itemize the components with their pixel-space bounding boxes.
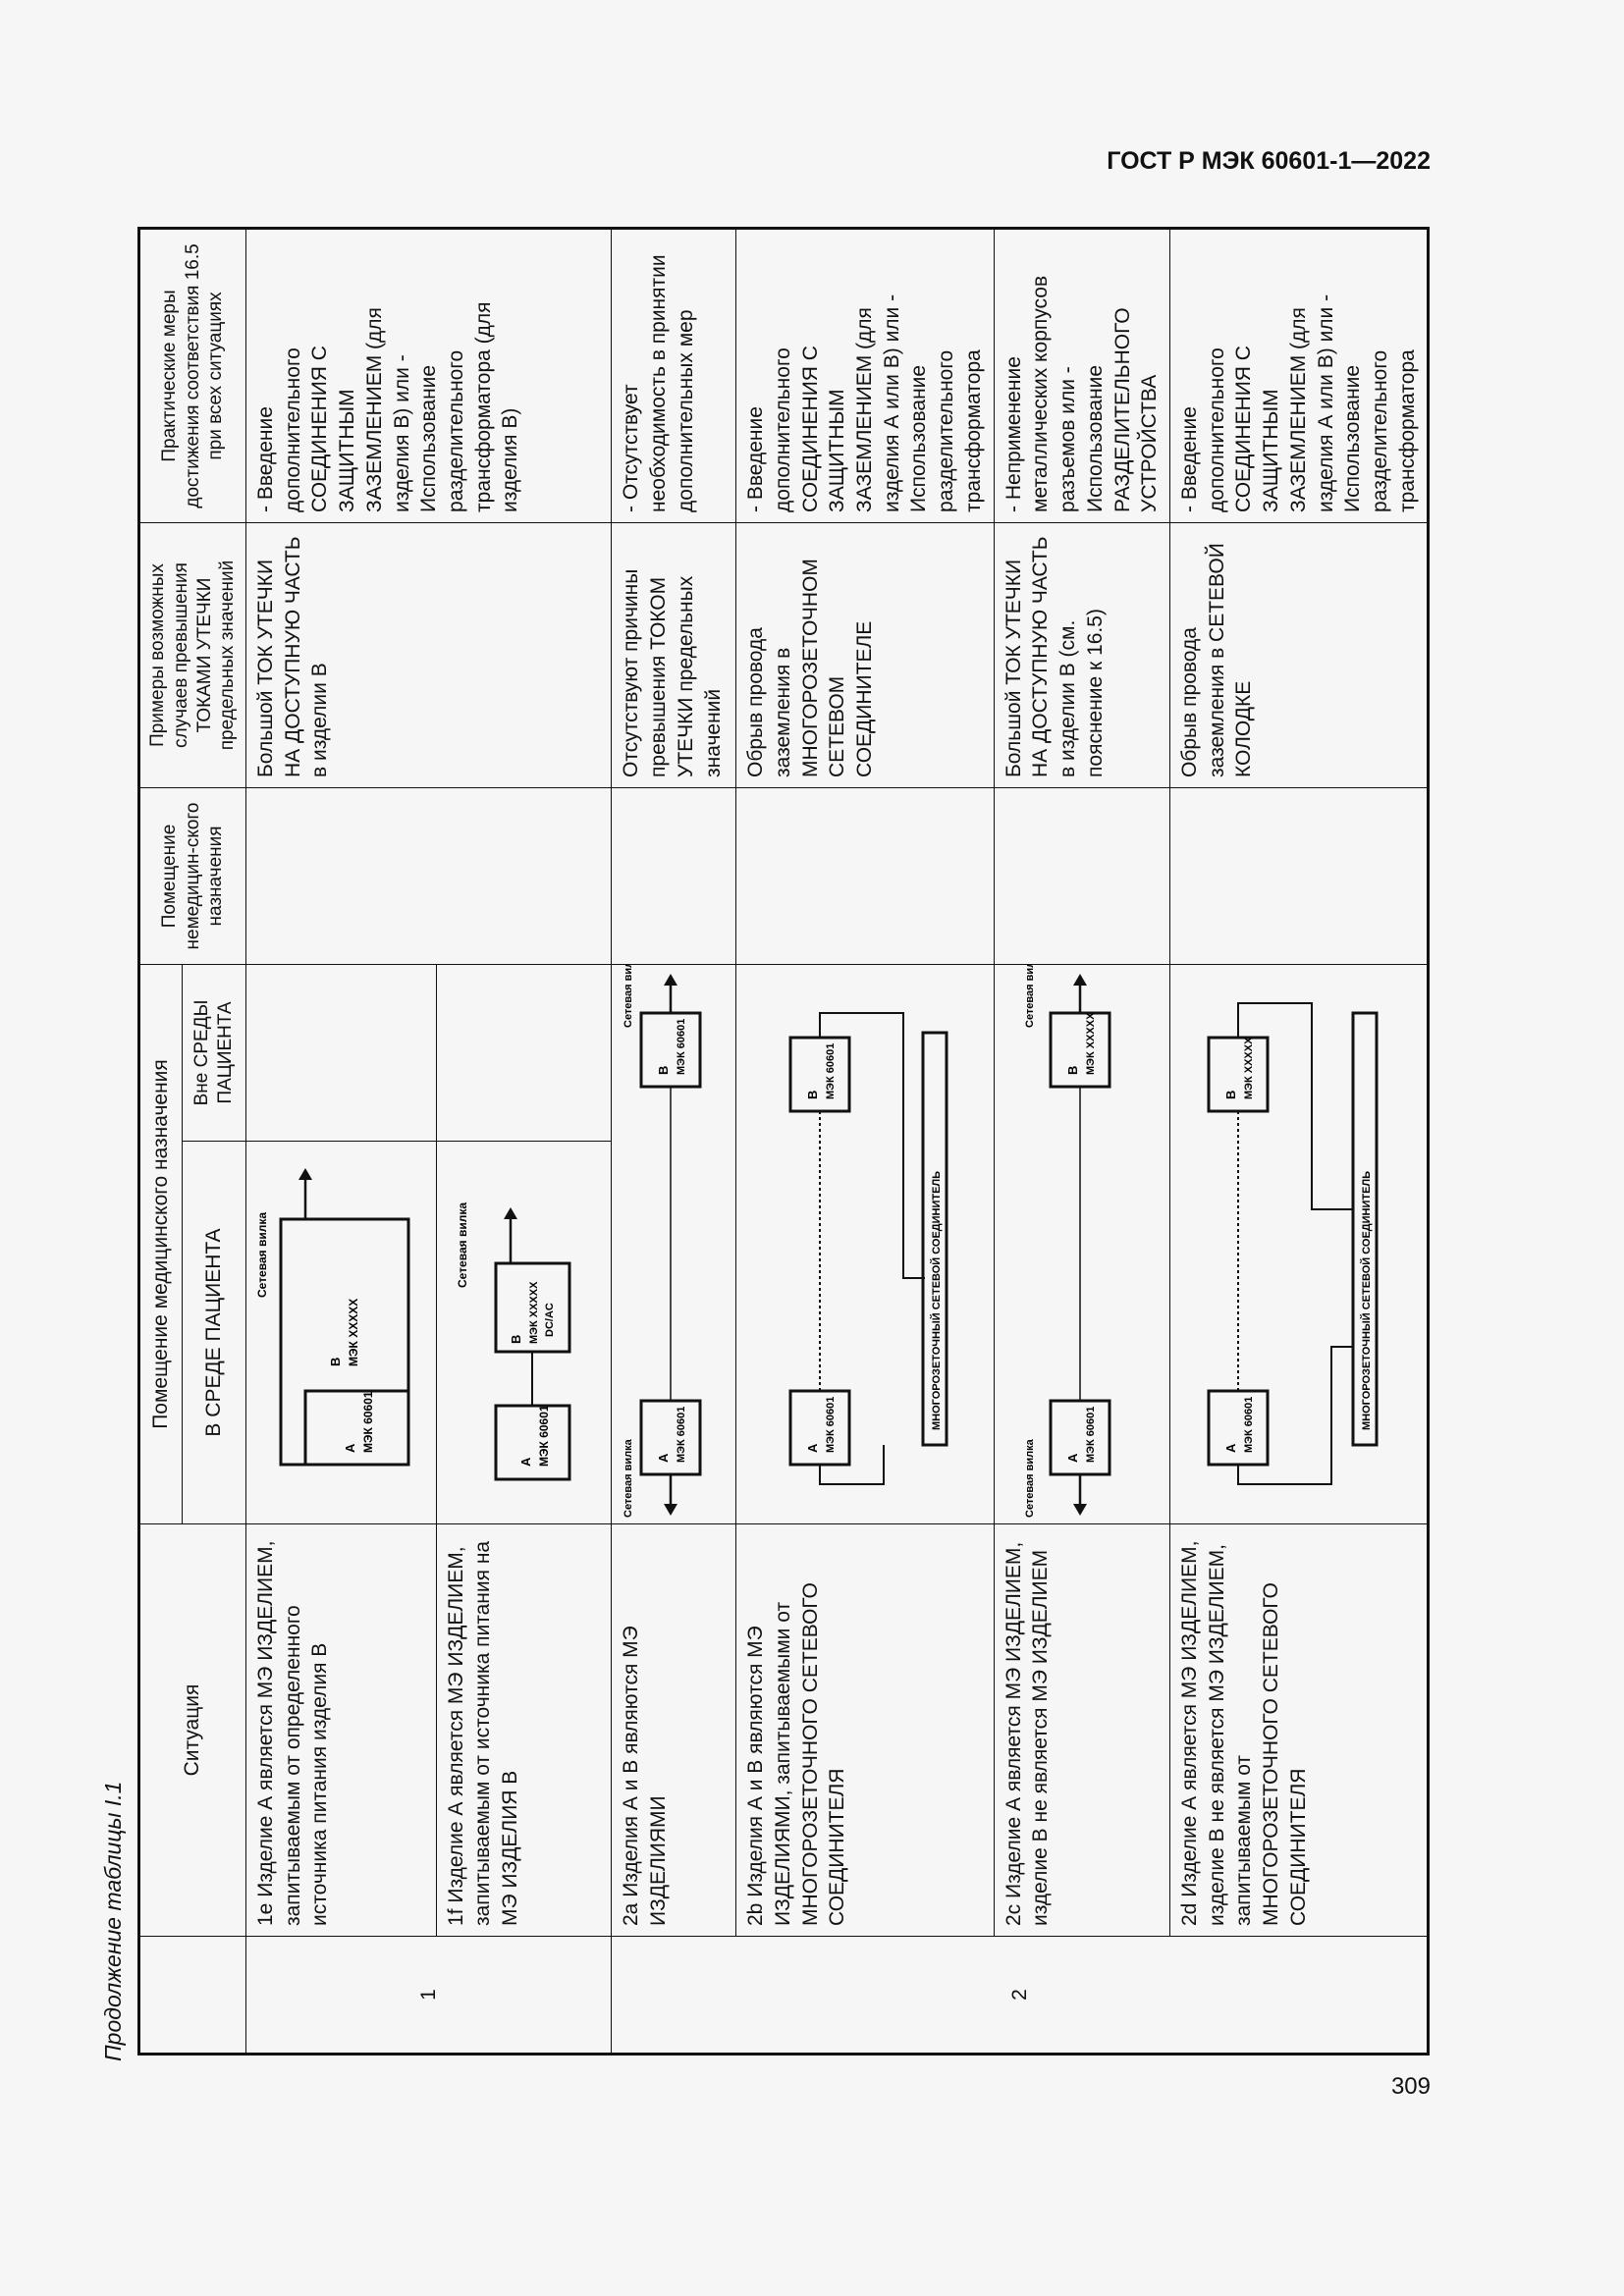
- multi-socket-label: МНОГОРОЗЕТОЧНЫЙ СЕТЕВОЙ СОЕДИНИТЕЛЬ: [1361, 1170, 1374, 1430]
- non-medical-cell: [612, 787, 736, 964]
- plug-label: Сетевая вилка: [255, 1211, 269, 1298]
- item-a-iec: МЭК 60601: [1085, 1406, 1098, 1463]
- item-a-iec: МЭК 60601: [361, 1391, 375, 1453]
- item-b-iec: МЭК XXXXX: [1085, 1012, 1098, 1075]
- page-number: 309: [1390, 2073, 1431, 2100]
- plug-arrow: [298, 1168, 312, 1180]
- situation-cell: 1f Изделие А является МЭ ИЗДЕЛИЕМ, запитываемым от источника питания на МЭ ИЗДЕЛИЯ В: [436, 1524, 612, 1937]
- table-row: [246, 228, 437, 2054]
- situation-cell: 2d Изделие А является МЭ ИЗДЕЛИЕМ, изделие В не является МЭ ИЗДЕЛИЕМ, запитываемым от МНОГОРОЗЕТОЧНОГО СЕТЕВОГО СОЕДИНИТЕЛЯ: [1169, 1524, 1428, 1937]
- dcac-label: DC/AC: [543, 1303, 556, 1337]
- situation-cell: 2a Изделия А и В являются МЭ ИЗДЕЛИЯМИ: [612, 1524, 736, 1937]
- diagram-2a: [612, 964, 736, 1523]
- non-medical-cell: [246, 787, 612, 964]
- item-a-label: A: [656, 1453, 672, 1463]
- item-a-label: A: [1223, 1443, 1239, 1453]
- item-a-box: [496, 1406, 569, 1479]
- multi-socket-label: МНОГОРОЗЕТОЧНЫЙ СЕТЕВОЙ СОЕДИНИТЕЛЬ: [930, 1170, 943, 1430]
- plug-a-label: Сетевая вилка: [1024, 1439, 1037, 1518]
- situation-cell: 2c Изделие А является МЭ ИЗДЕЛИЕМ, изделие В не является МЭ ИЗДЕЛИЕМ: [994, 1524, 1169, 1937]
- header-group-col: [139, 1937, 246, 2055]
- item-b-box: [641, 1013, 700, 1087]
- item-a-iec: МЭК 60601: [824, 1396, 837, 1453]
- outside-env-cell: [436, 964, 612, 1141]
- measures-cell: - Неприменение металлических корпусов разъемов или - Использование РАЗДЕЛИТЕЛЬНОГО УСТРОЙСТВА: [994, 228, 1169, 522]
- example-cell: Обрыв провода заземления в СЕТЕВОЙ КОЛОДКЕ: [1169, 522, 1428, 787]
- diagram-2d-svg: [1184, 964, 1405, 1523]
- item-b-label: B: [1065, 1065, 1081, 1075]
- diagram-1e-svg: [246, 1141, 428, 1523]
- diagram-1f: [436, 1142, 612, 1524]
- header-medical-room: Помещение медицинского назначения: [139, 964, 183, 1523]
- plug-b-label: Сетевая вилка: [1024, 964, 1037, 1028]
- item-b-iec: МЭК XXXXX: [1243, 1037, 1256, 1099]
- header-situation: Ситуация: [139, 1524, 246, 1937]
- item-b-label: B: [656, 1065, 672, 1075]
- rotated-table-area: [98, 216, 1419, 2081]
- table-row: [1169, 228, 1428, 2054]
- header-non-medical-room: Помещение немедицин-ского назначения: [139, 787, 246, 964]
- table-row: [736, 228, 994, 2054]
- measures-cell: - Введение дополнительного СОЕДИНЕНИЯ С ЗАЩИТНЫМ ЗАЗЕМЛЕНИЕМ (для изделия А или В) или - Использование разделительного трансформатора: [736, 228, 994, 522]
- item-b-iec: МЭК XXXXX: [527, 1281, 540, 1344]
- diagram-1e: [246, 1142, 437, 1524]
- diagram-2c-svg: [1011, 964, 1144, 1523]
- item-a-label: A: [517, 1457, 533, 1467]
- item-a-iec: МЭК 60601: [536, 1405, 551, 1467]
- diagram-1f-svg: [437, 1141, 604, 1523]
- header-row-1: [139, 228, 183, 2054]
- plug-label: Сетевая вилка: [455, 1201, 469, 1288]
- item-b-iec: МЭК XXXXX: [347, 1298, 360, 1366]
- plug-a-label: Сетевая вилка: [623, 1439, 635, 1518]
- diagram-2b: [736, 964, 994, 1523]
- group-number: 2: [612, 1937, 1429, 2055]
- item-a-iec: МЭК 60601: [1243, 1396, 1256, 1453]
- item-a-box: [1051, 1401, 1110, 1474]
- table-row: [994, 228, 1169, 2054]
- diagram-2d: [1169, 964, 1428, 1523]
- document-title: ГОСТ Р МЭК 60601-1—2022: [1107, 147, 1431, 175]
- diagram-2c: [994, 964, 1169, 1523]
- table-caption: Продолжение таблицы I.1: [100, 1781, 126, 2061]
- measures-cell: - Отсутствует необходимость в принятии дополнительных мер: [612, 228, 736, 522]
- situation-cell: 2b Изделия А и В являются МЭ ИЗДЕЛИЯМИ, запитываемыми от МНОГОРОЗЕТОЧНОГО СЕТЕВОГО СОЕДИНИТЕЛЯ: [736, 1524, 994, 1937]
- item-a-label: A: [1065, 1453, 1081, 1463]
- item-b-label: B: [508, 1334, 523, 1344]
- header-outside-patient-env: Вне СРЕДЫ ПАЦИЕНТА: [182, 964, 245, 1141]
- table-row: [612, 228, 736, 2054]
- item-b-iec: МЭК 60601: [824, 1042, 837, 1099]
- item-a-box: [1209, 1391, 1268, 1465]
- example-cell: Отсутствуют причины превышения ТОКОМ УТЕЧКИ предельных значений: [612, 522, 736, 787]
- item-a-iec: МЭК 60601: [676, 1406, 688, 1463]
- safety-table: [137, 227, 1430, 2056]
- plug-arrow: [504, 1207, 517, 1219]
- item-b-box: [790, 1038, 849, 1111]
- item-a-box: [641, 1401, 700, 1474]
- plug-a-arrow: [664, 1504, 677, 1516]
- non-medical-cell: [736, 787, 994, 964]
- header-measures: Практические меры достижения соответствия 16.5 при всех ситуациях: [139, 228, 246, 522]
- plug-b-arrow: [1073, 974, 1087, 986]
- example-cell: Большой ТОК УТЕЧКИ НА ДОСТУПНУЮ ЧАСТЬ в изделии В: [246, 522, 612, 787]
- b-to-socket: [1238, 1003, 1353, 1209]
- situation-cell: 1e Изделие А является МЭ ИЗДЕЛИЕМ, запитываемым от определенного источника питания изделия В: [246, 1524, 437, 1937]
- example-cell: Обрыв провода заземления в МНОГОРОЗЕТОЧНОМ СЕТЕВОМ СОЕДИНИТЕЛЕ: [736, 522, 994, 787]
- item-a-box: [305, 1391, 408, 1465]
- item-b-box: [1209, 1038, 1268, 1111]
- item-b-box: [1051, 1013, 1110, 1087]
- header-examples: Примеры возможных случаев превышения ТОКАМИ УТЕЧКИ предельных значений: [139, 522, 246, 787]
- item-b-label: B: [1223, 1090, 1239, 1099]
- group-number: 1: [246, 1937, 612, 2055]
- item-a-box: [790, 1391, 849, 1465]
- item-b-label: B: [328, 1357, 343, 1366]
- diagram-2a-svg: [612, 964, 728, 1523]
- item-b-label: B: [804, 1090, 820, 1099]
- item-a-label: A: [343, 1443, 357, 1453]
- example-cell: Большой ТОК УТЕЧКИ НА ДОСТУПНУЮ ЧАСТЬ в изделии В (см. пояснение к 16.5): [994, 522, 1169, 787]
- item-a-label: A: [804, 1443, 820, 1453]
- header-in-patient-env: В СРЕДЕ ПАЦИЕНТА: [182, 1142, 245, 1524]
- plug-a-arrow: [1073, 1504, 1087, 1516]
- plug-b-arrow: [664, 974, 677, 986]
- measures-cell: - Введение дополнительного СОЕДИНЕНИЯ С ЗАЩИТНЫМ ЗАЗЕМЛЕНИЕМ (для изделия А или В) или - Использование разделительного трансформатора: [1169, 228, 1428, 522]
- plug-b-label: Сетевая вилка: [623, 964, 635, 1028]
- diagram-2b-svg: [766, 964, 957, 1523]
- measures-cell: - Введение дополнительного СОЕДИНЕНИЯ С ЗАЩИТНЫМ ЗАЗЕМЛЕНИЕМ (для изделия В) или - Использование разделительного трансформатора (для изделия В): [246, 228, 612, 522]
- item-b-box: [281, 1219, 408, 1465]
- non-medical-cell: [994, 787, 1169, 964]
- non-medical-cell: [1169, 787, 1428, 964]
- outside-env-cell: [246, 964, 437, 1141]
- item-b-iec: МЭК 60601: [676, 1018, 688, 1075]
